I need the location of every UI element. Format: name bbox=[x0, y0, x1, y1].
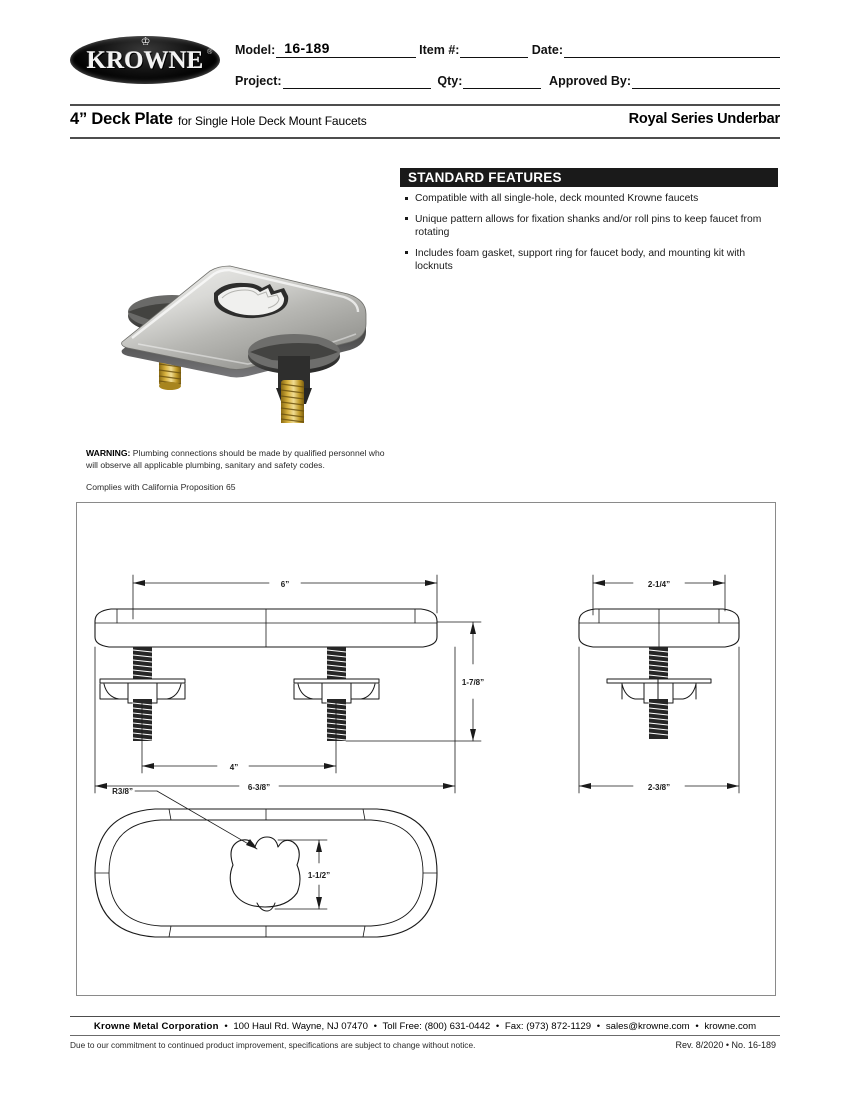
title-rule-bottom bbox=[70, 137, 780, 139]
page-subtitle: for Single Hole Deck Mount Faucets bbox=[178, 114, 367, 128]
footer-separator: • bbox=[373, 1021, 377, 1032]
field-model-value: 16-189 bbox=[284, 40, 330, 56]
field-model-label: Model: bbox=[235, 43, 276, 57]
footer-revision: Rev. 8/2020 • No. 16-189 bbox=[675, 1040, 776, 1050]
dim-label-side-width-top: 2-1/4” bbox=[647, 580, 671, 589]
warning-text: Plumbing connections should be made by qualified personnel who will observe all applicable plumbing, sanitary and safety codes. bbox=[86, 448, 385, 470]
footer-website[interactable]: krowne.com bbox=[704, 1021, 757, 1032]
header-field-row-1 bbox=[235, 32, 780, 58]
field-approved-by-label: Approved By: bbox=[549, 74, 631, 88]
field-item-input[interactable] bbox=[460, 42, 528, 58]
series-label: Royal Series Underbar bbox=[628, 111, 780, 127]
footer-fax: Fax: (973) 872-1129 bbox=[504, 1021, 592, 1032]
field-model-input[interactable] bbox=[276, 42, 416, 58]
header-field-row-2 bbox=[235, 63, 780, 89]
field-qty-value bbox=[463, 87, 475, 88]
field-project[interactable] bbox=[235, 73, 431, 89]
field-project-input[interactable] bbox=[283, 73, 431, 89]
dim-label-front-width-bottom: 6-3/8” bbox=[247, 783, 271, 792]
footer-rule-bottom bbox=[70, 1035, 780, 1036]
list-item: Unique pattern allows for fixation shanks and/or roll pins to keep faucet from rotating bbox=[404, 213, 778, 240]
list-item: Includes foam gasket, support ring for faucet body, and mounting kit with locknuts bbox=[404, 247, 778, 274]
front-view-stud-left bbox=[100, 647, 185, 741]
standard-features-list bbox=[404, 192, 778, 281]
product-photo bbox=[98, 238, 393, 423]
warning-block bbox=[86, 448, 386, 471]
footer-separator: • bbox=[695, 1021, 699, 1032]
prop65-notice: Complies with California Proposition 65 bbox=[86, 482, 236, 492]
footer-rule-top bbox=[70, 1016, 780, 1017]
side-view-stud bbox=[607, 647, 711, 739]
warning-label: WARNING: bbox=[86, 448, 131, 458]
field-approved-by-value bbox=[632, 87, 644, 88]
footer-separator: • bbox=[224, 1021, 228, 1032]
field-date-label: Date: bbox=[531, 43, 563, 57]
field-qty[interactable] bbox=[437, 73, 541, 89]
field-item-label: Item #: bbox=[419, 43, 460, 57]
krowne-logo bbox=[70, 36, 220, 84]
page-title: 4” Deck Plate bbox=[70, 110, 173, 128]
footer-contact-line bbox=[70, 1021, 780, 1032]
list-item: Compatible with all single-hole, deck mounted Krowne faucets bbox=[404, 192, 778, 206]
field-project-label: Project: bbox=[235, 74, 282, 88]
front-view-stud-right bbox=[294, 647, 379, 741]
brass-thread-front bbox=[281, 380, 304, 423]
dim-label-stud-spacing: 4” bbox=[229, 763, 239, 772]
field-qty-input[interactable] bbox=[463, 73, 541, 89]
field-model[interactable] bbox=[235, 42, 416, 58]
dim-stud-spacing bbox=[142, 703, 336, 773]
mounting-stud-front bbox=[248, 334, 340, 423]
field-approved-by-input[interactable] bbox=[632, 73, 780, 89]
footer-separator: • bbox=[596, 1021, 601, 1032]
logo-wordmark: KROWNE bbox=[86, 46, 204, 74]
dim-label-front-width-top: 6” bbox=[280, 580, 290, 589]
footer-disclaimer: Due to our commitment to continued product improvement, specifications are subject to change without notice. bbox=[70, 1040, 476, 1050]
field-qty-label: Qty: bbox=[437, 74, 463, 88]
side-view bbox=[579, 575, 739, 793]
title-rule-top bbox=[70, 104, 780, 106]
dim-label-side-width-bottom: 2-3/8” bbox=[647, 783, 671, 792]
standard-features-heading: STANDARD FEATURES bbox=[408, 170, 562, 185]
top-view bbox=[95, 787, 437, 937]
footer-separator: • bbox=[495, 1021, 500, 1032]
dim-label-front-height: 1-7/8” bbox=[461, 678, 485, 687]
page-header bbox=[70, 32, 780, 100]
header-fields bbox=[235, 32, 780, 94]
standard-features-banner bbox=[400, 168, 778, 187]
dim-label-hole-height: 1-1/2” bbox=[307, 871, 331, 880]
technical-drawing-box bbox=[76, 502, 776, 996]
footer-address: 100 Haul Rd. Wayne, NJ 07470 bbox=[233, 1021, 368, 1032]
crown-icon: ♔ bbox=[140, 35, 150, 48]
field-item-value bbox=[460, 56, 472, 57]
field-item[interactable] bbox=[419, 42, 528, 58]
field-approved-by[interactable] bbox=[549, 73, 780, 89]
dim-label-corner-radius: R3/8” bbox=[112, 787, 133, 796]
footer-email[interactable]: sales@krowne.com bbox=[605, 1021, 690, 1032]
front-view bbox=[95, 575, 484, 793]
field-date-input[interactable] bbox=[564, 42, 780, 58]
footer-company: Krowne Metal Corporation bbox=[93, 1021, 219, 1032]
trademark-symbol: ® bbox=[207, 48, 213, 56]
footer-toll-free: Toll Free: (800) 631-0442 bbox=[382, 1021, 491, 1032]
field-project-value bbox=[283, 87, 295, 88]
technical-drawing bbox=[77, 503, 775, 995]
product-title-bar bbox=[70, 110, 780, 132]
field-date[interactable] bbox=[532, 42, 780, 58]
field-date-value bbox=[564, 56, 576, 57]
deck-plate-render bbox=[98, 238, 393, 423]
top-view-keyed-hole bbox=[230, 837, 300, 911]
